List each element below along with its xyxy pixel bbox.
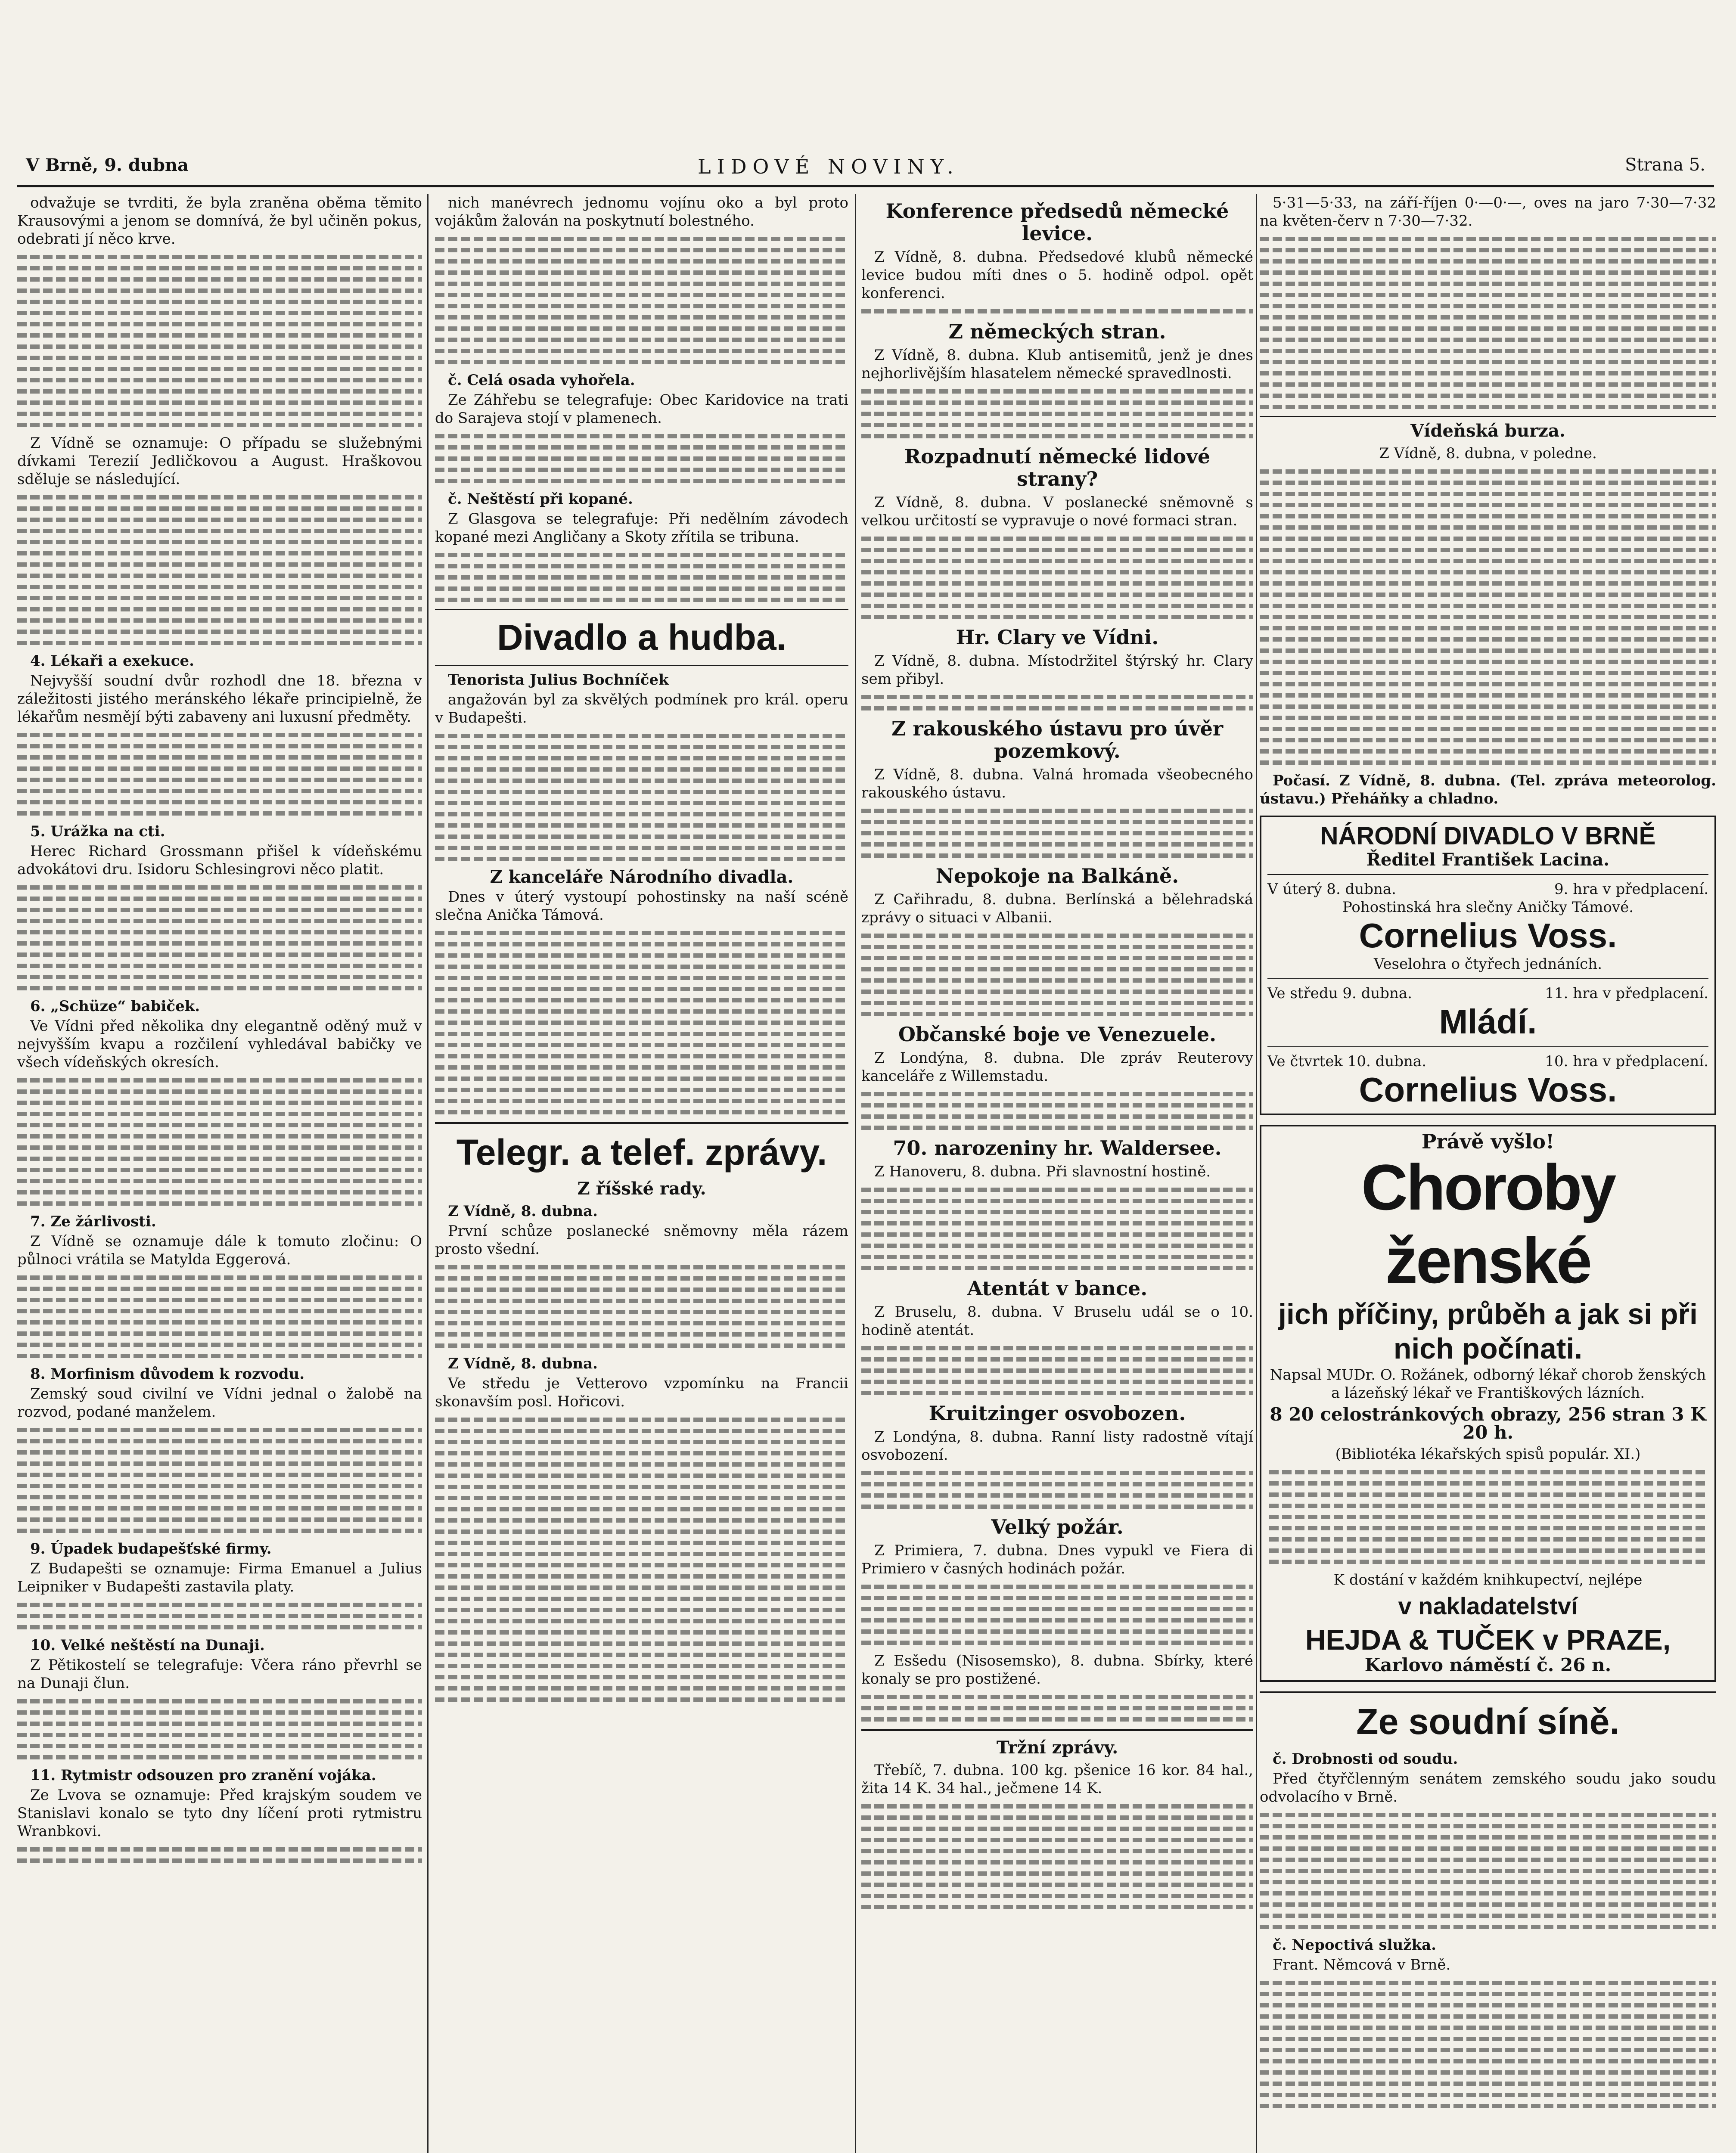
ad-address: Karlovo náměstí č. 26 n.	[1364, 1654, 1612, 1675]
col1-item	[17, 822, 422, 990]
text-lines	[861, 695, 1253, 710]
text-lines	[17, 495, 422, 645]
article-heading: 70. narozeniny hr. Waldersee.	[893, 1136, 1222, 1160]
article-heading: Kruitzinger osvobozen.	[929, 1402, 1186, 1425]
article-text: Nejvyšší soudní dvůr rozhodl dne 18. března v záležitosti jistého meránského lékaře principielně, že lékařům nesmějí býti zabaveny ani luxusní předměty.	[17, 672, 422, 726]
article-text: Před čtyřčlenným senátem zemského soudu jako soudu odvolacího v Brně.	[1260, 1770, 1716, 1806]
market-text: 5·31—5·33, na září-říjen 0·—0·—, oves na jaro 7·30—7·32 na květen-červ n 7·30—7·32.	[1260, 194, 1716, 230]
article-text: Z Esšedu (Nisosemsko), 8. dubna. Sbírky, které konaly se pro postižené.	[861, 1652, 1253, 1688]
article-text: angažován byl za skvělých podmínek pro král. operu v Budapešti.	[435, 691, 848, 726]
programme-date: Ve středu 9. dubna.	[1267, 985, 1412, 1002]
text-lines	[861, 1346, 1253, 1395]
article-text: Z Pětikostelí se telegrafuje: Včera ráno převrhl se na Dunaji člun.	[17, 1657, 422, 1692]
article-text: odvažuje se tvrditi, že byla zraněna oběma těmito Krausovými a jenom se domnívá, že byl učiněn pokus, odebrati jí něco krve.	[17, 194, 422, 248]
col1-item	[17, 1540, 422, 1629]
programme-note: 10. hra v předplacení.	[1545, 1053, 1708, 1070]
ad-publisher-label: v nakladatelství	[1398, 1592, 1578, 1619]
column-2	[435, 194, 848, 2153]
section-title-divadlo: Divadlo a hudba.	[497, 617, 787, 658]
text-lines	[435, 434, 848, 483]
article-text: První schůze poslanecké sněmovny měla rázem prosto všední.	[435, 1222, 848, 1258]
ad-price: 8 20 celostránkových obrazy, 256 stran 3 K 20 h.	[1270, 1404, 1706, 1443]
ad-kicker: Právě vyšlo!	[1421, 1130, 1555, 1153]
book-advertisement	[1260, 1125, 1716, 1682]
theatre-programme	[1260, 816, 1716, 1115]
weather-text	[1260, 772, 1716, 808]
col1-item	[17, 1766, 422, 1863]
col1-item	[17, 997, 422, 1206]
text-lines	[435, 931, 848, 1114]
play-title: Mládí.	[1439, 1002, 1537, 1041]
column-3	[861, 194, 1253, 2153]
column-divider	[1256, 194, 1257, 2153]
col1-item	[17, 1365, 422, 1533]
header-rule	[17, 185, 1714, 187]
article-text: Z Bruselu, 8. dubna. V Bruselu udál se o 10. hodině atentát.	[861, 1303, 1253, 1339]
article-heading: 8. Morfinism důvodem k rozvodu.	[30, 1365, 305, 1383]
divider	[435, 1122, 848, 1124]
column-divider	[427, 194, 429, 2153]
divider	[435, 665, 848, 666]
article-heading: Občanské boje ve Venezuele.	[898, 1023, 1217, 1046]
article-text: Herec Richard Grossmann přišel k vídeňskému advokátovi dru. Isidoru Schlesingrovi něco platit.	[17, 843, 422, 878]
article-heading: č. Drobnosti od soudu.	[1273, 1750, 1458, 1768]
article-text: Z Vídně se oznamuje dále k tomuto zločinu: O půlnoci vrátila se Matylda Eggerová.	[17, 1233, 422, 1268]
text-lines	[861, 1188, 1253, 1270]
divider	[435, 609, 848, 610]
divider	[1260, 416, 1716, 417]
article-heading: Tenoristа Julius Bochníček	[448, 671, 669, 689]
text-lines	[17, 1603, 422, 1629]
col1-item	[17, 1213, 422, 1358]
text-lines	[861, 1471, 1253, 1509]
weather-forecast: Přeháňky a chladno.	[1331, 790, 1499, 807]
article-text: Z Cařihradu, 8. dubna. Berlínská a bělehradská zprávy o situaci v Albanii.	[861, 891, 1253, 926]
header-date: V Brně, 9. dubna	[26, 155, 189, 175]
article-heading: Z rakouského ústavu pro úvěr pozemkový.	[891, 717, 1224, 763]
article-text: Dnes v úterý vystoupí pohostinsky na naší scéně slečna Anička Támová.	[435, 888, 848, 924]
article-text: Z Hanoveru, 8. dubna. Při slavnostní hostině.	[874, 1163, 1211, 1180]
article-text: Ze Lvova se oznamuje: Před krajským soudem ve Stanislavi konalo se tyto dny líčení proti rytmistru Wranbkovi.	[17, 1787, 422, 1840]
text-lines	[17, 1275, 422, 1358]
article-text: Z Vídně, 8. dubna. V poslanecké sněmovně s velkou určitostí se vypravuje o nové formaci stran.	[861, 494, 1253, 529]
article-heading: Velký požár.	[991, 1515, 1124, 1539]
ad-publisher: HEJDA & TUČEK v PRAZE,	[1305, 1624, 1671, 1656]
text-lines	[17, 1847, 422, 1863]
programme-note: 11. hra v předplacení.	[1545, 985, 1708, 1002]
divider	[1267, 874, 1708, 875]
text-lines	[17, 1699, 422, 1759]
play-title: Cornelius Voss.	[1359, 1070, 1617, 1109]
programme-row	[1267, 880, 1708, 898]
ad-author: Napsal MUDr. O. Rožánek, odborný lékař chorob ženských a lázeňský lékař ve Františkových lázních.	[1270, 1366, 1706, 1402]
article-text: Ve středu je Vetterovo vzpomínku na Francii skonavším posl. Hořicovi.	[435, 1375, 848, 1410]
text-lines	[17, 885, 422, 990]
article-heading: Konference předsedů německé levice.	[885, 199, 1229, 245]
column-4	[1260, 194, 1716, 2153]
masthead-title: LIDOVÉ NOVINY.	[698, 155, 960, 178]
programme-date: Ve čtvrtek 10. dubna.	[1267, 1053, 1427, 1070]
play-title: Cornelius Voss.	[1359, 916, 1617, 955]
article-heading: č. Celá osada vyhořela.	[448, 372, 635, 389]
programme-date: V úterý 8. dubna.	[1267, 881, 1396, 898]
weather-label: Počasí. Z Vídně, 8. dubna. (Tel. zpráva meteorolog. ústavu.)	[1260, 772, 1716, 807]
text-lines	[861, 1695, 1253, 1722]
text-lines	[17, 1078, 422, 1206]
text-lines	[1260, 1981, 1716, 2108]
ad-library: (Bibliotéka lékařských spisů populár. XI.)	[1335, 1446, 1641, 1463]
section-title-telegr: Telegr. a telef. zprávy.	[456, 1132, 827, 1173]
col1-item	[17, 434, 422, 645]
article-heading: Z kanceláře Národního divadla.	[490, 867, 794, 887]
article-heading: 4. Lékaři a exekuce.	[30, 652, 194, 670]
article-text: Z Budapešti se oznamuje: Firma Emanuel a Julius Leipniker v Budapešti zastavila platy.	[17, 1560, 422, 1595]
page-number: Strana 5.	[1625, 155, 1705, 175]
article-text: Z Primiera, 7. dubna. Dnes vypukl ve Fiera di Primiero v časných hodinách požár.	[861, 1542, 1253, 1577]
article-text: Z Londýna, 8. dubna. Ranní listy radostně vítají osvobození.	[861, 1428, 1253, 1464]
burza-date: Z Vídně, 8. dubna, v poledne.	[1379, 445, 1597, 462]
section-title-soud: Ze soudní síně.	[1356, 1701, 1620, 1742]
page-header	[26, 155, 1705, 185]
text-lines	[861, 389, 1253, 438]
text-lines	[17, 1428, 422, 1533]
article-text: Zemský soud civilní ve Vídni jednal o žalobě na rozvod, podané manželem.	[17, 1385, 422, 1421]
article-text: Z Vídně, 8. dubna. Místodržitel štýrský hr. Clary sem přibyl.	[861, 652, 1253, 688]
article-heading: 10. Velké neštěstí na Dunaji.	[30, 1637, 265, 1654]
article-text: Frant. Němcová v Brně.	[1273, 1956, 1451, 1973]
programme-row	[1267, 1052, 1708, 1070]
article-text: Z Vídně, 8. dubna. Předsedové klubů německé levice budou míti dnes o 5. hodině odpol. opět konferenci.	[861, 248, 1253, 302]
text-lines	[435, 1265, 848, 1348]
article-heading: Z Vídně, 8. dubna.	[448, 1355, 598, 1372]
article-heading: 6. „Schüze“ babiček.	[30, 998, 200, 1015]
article-heading: 11. Rytmistr odsouzen pro zranění vojáka.	[30, 1767, 376, 1784]
theatre-name: NÁRODNÍ DIVADLO V BRNĚ	[1320, 822, 1656, 850]
article-text: Z Vídně, 8. dubna. Valná hromada všeobecného rakouského ústavu.	[861, 766, 1253, 801]
article-text: Ve Vídni před několika dny elegantně oděný muž v nejvyšším kvapu a rozčilení vyhledával babičky ve všech vídeňských okresích.	[17, 1018, 422, 1071]
col1-item	[17, 1636, 422, 1759]
divider	[1260, 1691, 1716, 1693]
ad-subheadline: jich příčiny, průběh a jak si při nich počínati.	[1278, 1298, 1698, 1365]
divider	[1267, 978, 1708, 979]
text-lines	[861, 809, 1253, 858]
text-lines	[435, 1418, 848, 1702]
play-subtitle: Veselohra o čtyřech jednáních.	[1373, 956, 1602, 973]
text-lines	[435, 237, 848, 364]
text-lines	[861, 1804, 1253, 1909]
ad-headline: Choroby ženské	[1361, 1151, 1615, 1297]
section-title-burza: Vídeňská burza.	[1410, 421, 1565, 441]
text-lines	[1269, 1470, 1707, 1564]
programme-note: 9. hra v předplacení.	[1554, 881, 1708, 898]
article-heading: č. Nepoctivá služka.	[1273, 1936, 1436, 1954]
ad-availability: K dostání v každém knihkupectví, nejlépe	[1333, 1571, 1643, 1588]
article-heading: Atentát v bance.	[967, 1277, 1148, 1300]
article-text: Z Vídně, 8. dubna. Klub antisemitů, jenž je dnes nejhorlivějším hlasatelem německé spravedlnosti.	[861, 347, 1253, 382]
section-title-trzni: Tržní zprávy.	[996, 1737, 1118, 1758]
article-heading: 5. Urážka na cti.	[30, 823, 165, 840]
article-heading: Hr. Clary ve Vídni.	[956, 626, 1159, 649]
text-lines	[17, 733, 422, 816]
text-lines	[435, 734, 848, 861]
theatre-director: Ředitel František Lacina.	[1366, 850, 1610, 870]
text-lines	[1260, 237, 1716, 409]
article-text: nich manévrech jednomu vojínu oko a byl proto vojákům žalován na poskytnutí bolestného.	[435, 194, 848, 230]
article-text: Z Glasgova se telegrafuje: Při nedělním závodech kopané mezi Angličany a Skoty zřítila se tribuna.	[435, 510, 848, 546]
stock-table	[1260, 469, 1716, 765]
article-heading: 9. Úpadek budapešťské firmy.	[30, 1540, 272, 1557]
article-text: Z Vídně se oznamuje: O případu se služebnými dívkami Terezií Jedličkovou a August. Hraškovou sděluje se následující.	[17, 434, 422, 488]
text-lines	[861, 1585, 1253, 1645]
column-divider	[855, 194, 856, 2153]
text-lines	[435, 553, 848, 602]
divider	[1267, 1046, 1708, 1047]
text-lines	[861, 537, 1253, 619]
text-lines	[1260, 1813, 1716, 1929]
section-subtitle: Z říšské rady.	[577, 1179, 706, 1199]
programme-row	[1267, 984, 1708, 1002]
article-text: Ze Záhřebu se telegrafuje: Obec Karidovice na trati do Sarajeva stojí v plamenech.	[435, 391, 848, 427]
text-lines	[861, 1092, 1253, 1130]
column-1	[17, 194, 422, 2153]
article-text: Z Londýna, 8. dubna. Dle zpráv Reuterovy kanceláře z Willemstadu.	[861, 1049, 1253, 1085]
article-text: Třebíč, 7. dubna. 100 kg. pšenice 16 kor. 84 hal., žita 14 K. 34 hal., ječmene 14 K.	[861, 1762, 1253, 1797]
article-heading: č. Neštěstí při kopané.	[448, 490, 633, 508]
col1-item	[17, 652, 422, 816]
article-heading: Nepokoje na Balkáně.	[935, 864, 1179, 887]
article-heading: 7. Ze žárlivosti.	[30, 1213, 156, 1230]
text-lines	[861, 934, 1253, 1016]
text-lines	[17, 255, 422, 427]
col1-item	[17, 194, 422, 427]
article-heading: Z Vídně, 8. dubna.	[448, 1203, 598, 1220]
guest-note: Pohostinská hra slečny Aničky Támové.	[1342, 899, 1634, 916]
divider	[861, 1729, 1253, 1731]
article-heading: Z německých stran.	[948, 320, 1166, 343]
article-heading: Rozpadnutí německé lidové strany?	[904, 445, 1211, 490]
text-lines	[861, 309, 1253, 313]
